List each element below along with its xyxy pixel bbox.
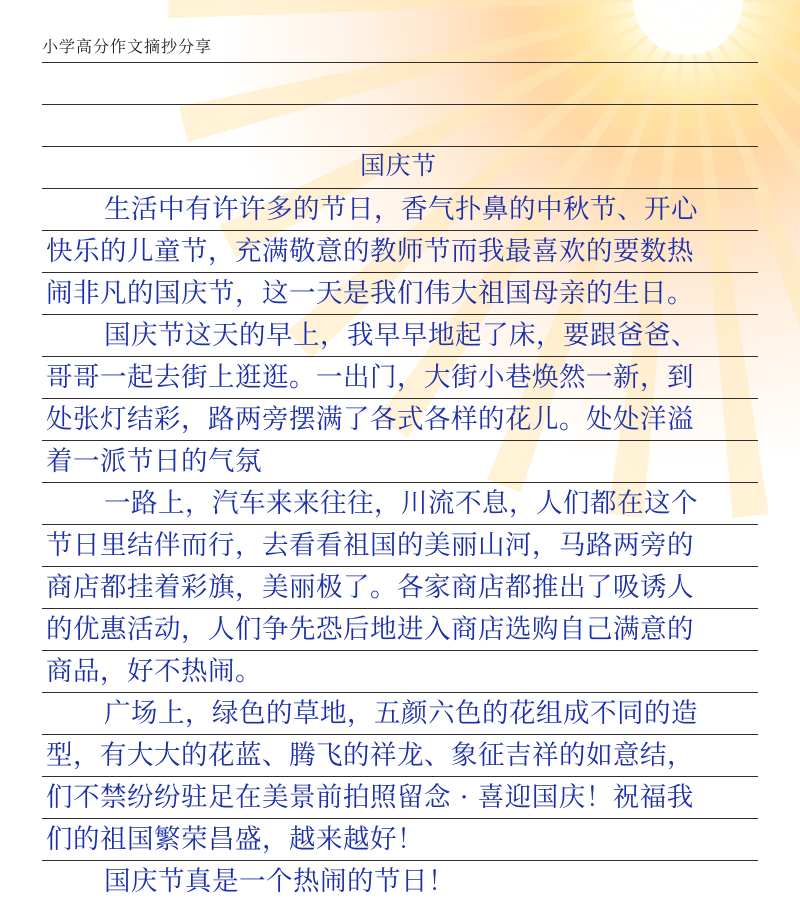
rule-line bbox=[42, 104, 758, 105]
rule-line bbox=[42, 356, 758, 357]
rule-line bbox=[42, 188, 758, 189]
essay-line: 广场上，绿色的草地，五颜六色的花组成不同的造 bbox=[104, 698, 698, 729]
essay-title: 国庆节 bbox=[360, 151, 437, 180]
essay-line: 节日里结伴而行，去看看祖国的美丽山河，马路两旁的 bbox=[46, 530, 694, 561]
rule-line bbox=[42, 818, 758, 819]
essay-line: 们不禁纷纷驻足在美景前拍照留念 · 喜迎国庆！祝福我 bbox=[46, 782, 694, 813]
essay-line: 国庆节这天的早上，我早早地起了床，要跟爸爸、 bbox=[104, 320, 698, 351]
essay-line: 国庆节真是一个热闹的节日！ bbox=[104, 866, 455, 897]
rule-line bbox=[42, 314, 758, 315]
sun-ray bbox=[168, 0, 688, 18]
essay-line: 着一派节日的气氛 bbox=[46, 446, 262, 477]
rule-line bbox=[42, 776, 758, 777]
rule-line bbox=[42, 566, 758, 567]
essay-line: 的优惠活动，人们争先恐后地进入商店选购自己满意的 bbox=[46, 614, 694, 645]
rule-line bbox=[42, 62, 758, 63]
rule-line bbox=[42, 272, 758, 273]
sheet-header: 小学高分作文摘抄分享 bbox=[42, 37, 213, 56]
rule-line bbox=[42, 692, 758, 693]
essay-line: 商品，好不热闹。 bbox=[46, 656, 262, 687]
rule-line bbox=[42, 650, 758, 651]
rule-line bbox=[42, 482, 758, 483]
essay-line: 们的祖国繁荣昌盛，越来越好！ bbox=[46, 824, 424, 855]
essay-line: 哥哥一起去街上逛逛。一出门，大街小巷焕然一新，到 bbox=[46, 362, 694, 393]
essay-line: 快乐的儿童节，充满敬意的教师节而我最喜欢的要数热 bbox=[46, 236, 694, 267]
rule-line bbox=[42, 608, 758, 609]
rule-line bbox=[42, 440, 758, 441]
rule-line bbox=[42, 524, 758, 525]
rule-line bbox=[42, 734, 758, 735]
essay-line: 商店都挂着彩旗，美丽极了。各家商店都推出了吸诱人 bbox=[46, 572, 694, 603]
essay-line: 一路上，汽车来来往往，川流不息，人们都在这个 bbox=[104, 488, 698, 519]
essay-line: 处张灯结彩，路两旁摆满了各式各样的花儿。处处洋溢 bbox=[46, 404, 694, 435]
essay-line: 型，有大大的花蓝、腾飞的祥龙、象征吉祥的如意结， bbox=[46, 740, 694, 771]
essay-line: 闹非凡的国庆节，这一天是我们伟大祖国母亲的生日。 bbox=[46, 278, 694, 309]
rule-line bbox=[42, 398, 758, 399]
rule-line bbox=[42, 230, 758, 231]
rule-line bbox=[42, 860, 758, 861]
essay-line: 生活中有许许多的节日，香气扑鼻的中秋节、开心 bbox=[104, 194, 698, 225]
